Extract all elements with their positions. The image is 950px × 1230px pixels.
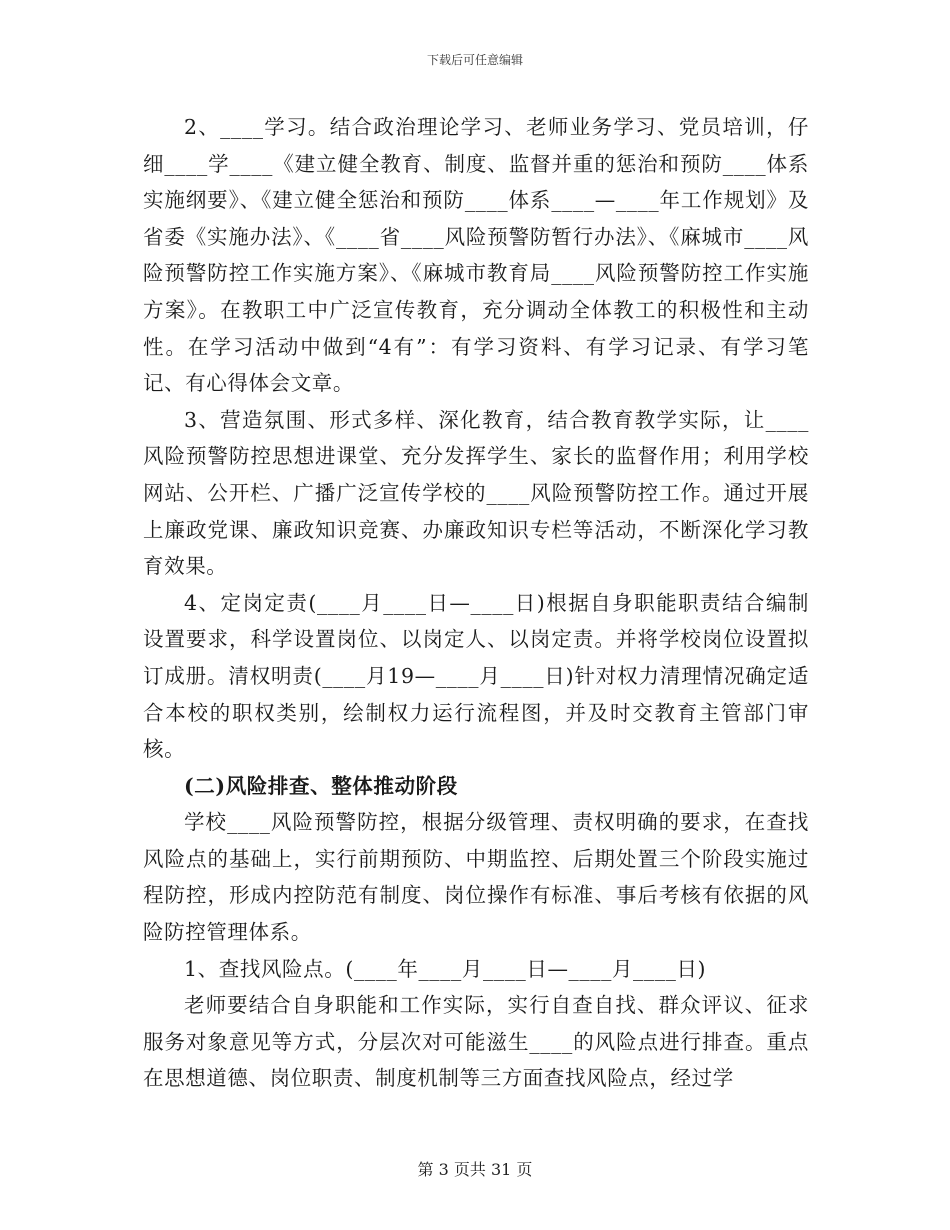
document-body (143, 109, 809, 1097)
paragraph-atmosphere: 3、营造氛围、形式多样、深化教育，结合教育教学实际，让____风险预警防控思想进课堂、充分发挥学生、家长的监督作用；利用学校网站、公开栏、广播广泛宣传学校的____风险预警防控工作。通过开展上廉政党课、廉政知识竞赛、办廉政知识专栏等活动，不断深化学习教育效果。 (143, 407, 809, 579)
page-footer: 第 3 页共 31 页 (417, 1160, 533, 1179)
paragraph-study: 2、____学习。结合政治理论学习、老师业务学习、党员培训，仔细____学____《建立健全教育、制度、监督并重的惩治和预防____体系实施纲要》、《建立健全惩治和预防____体系____—____年工作规划》及省委《实施办法》、《____省____风险预警防暂行办法》、《麻城市____风险预警防控工作实施方案》、《麻城市教育局____风险预警防控工作实施方案》。在教职工中广泛宣传教育，充分调动全体教工的积极性和主动性。在学习活动中做到“4有”：有学习资料、有学习记录、有学习笔记、有心得体会文章。 (143, 115, 809, 396)
paragraph-find-risk-points: 1、查找风险点。(____年____月____日—____月____日) (184, 956, 707, 981)
page-header: 下载后可任意编辑 (426, 53, 523, 67)
section-heading-risk-check: (二)风险排查、整体推动阶段 (184, 773, 458, 798)
paragraph-risk-control: 学校____风险预警防控，根据分级管理、责权明确的要求，在查找风险点的基础上，实行前期预防、中期监控、后期处置三个阶段实施过程防控，形成内控防范有制度、岗位操作有标准、事后考核有依据的风险防控管理体系。 (143, 810, 809, 945)
paragraph-post-duties: 4、定岗定责(____月____日—____日)根据自身职能职责结合编制设置要求，科学设置岗位、以岗定人、以岗定责。并将学校岗位设置拟订成册。清权明责(____月19—____月____日)针对权力清理情况确定适合本校的职权类别，绘制权力运行流程图，并及时交教育主管部门审核。 (143, 590, 809, 762)
paragraph-teacher-self-check: 老师要结合自身职能和工作实际，实行自查自找、群众评议、征求服务对象意见等方式，分层次对可能滋生____的风险点进行排查。重点在思想道德、岗位职责、制度机制等三方面查找风险点，经过学 (143, 993, 809, 1091)
